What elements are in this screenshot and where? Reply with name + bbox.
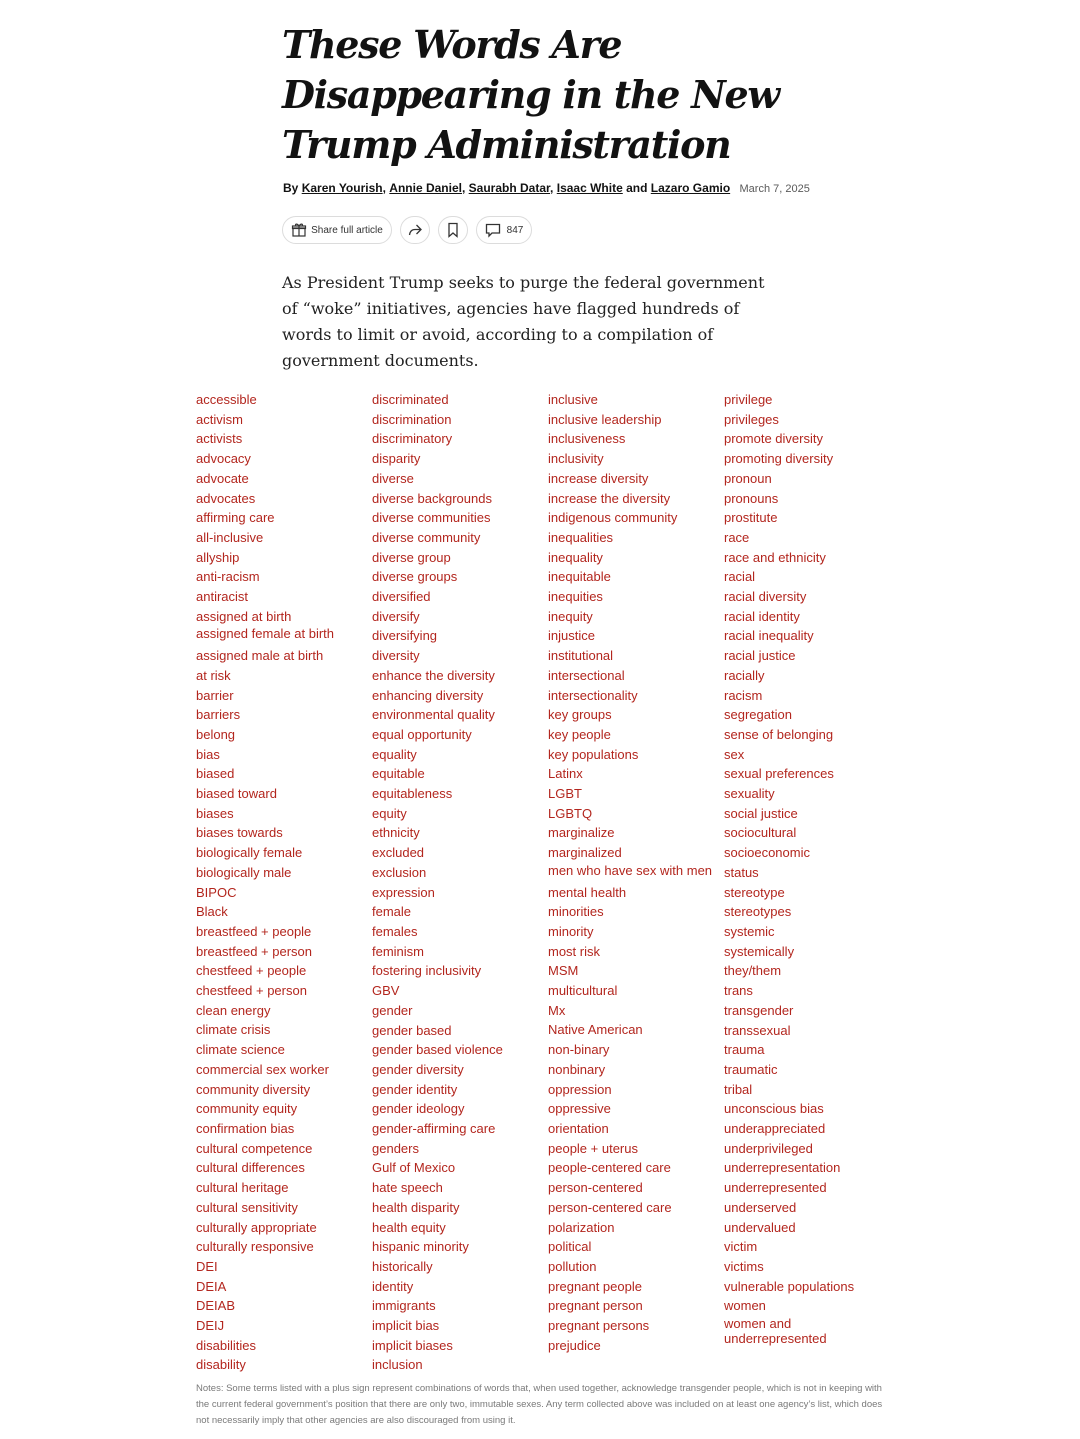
word-item: sense of belonging bbox=[724, 726, 834, 742]
word-item: genders bbox=[372, 1140, 419, 1156]
byline-separator: , bbox=[382, 181, 386, 195]
word-item: diverse groups bbox=[372, 569, 458, 585]
word-item: BIPOC bbox=[196, 884, 237, 900]
word-item: female bbox=[372, 904, 412, 920]
word-column-2 bbox=[372, 390, 542, 1375]
word-item: breastfeed + people bbox=[196, 923, 312, 939]
byline bbox=[283, 181, 810, 195]
word-item: inclusive leadership bbox=[548, 411, 662, 427]
word-item: allyship bbox=[196, 549, 240, 565]
word-item: segregation bbox=[724, 707, 792, 723]
word-item: MSM bbox=[548, 963, 579, 979]
word-item: ethnicity bbox=[372, 825, 420, 841]
word-item: diverse community bbox=[372, 529, 481, 545]
word-item: diversify bbox=[372, 608, 420, 624]
word-item: non-binary bbox=[548, 1042, 610, 1058]
headline-line-2: Disappearing in the New bbox=[282, 72, 779, 117]
word-item: status bbox=[724, 864, 759, 880]
word-item: pronoun bbox=[724, 470, 772, 486]
word-item: sociocultural bbox=[724, 825, 797, 841]
share-arrow-icon bbox=[407, 222, 423, 238]
word-item: equity bbox=[372, 805, 407, 821]
word-item: assigned female at birth bbox=[196, 626, 335, 642]
word-item: advocates bbox=[196, 490, 256, 506]
word-item: cultural sensitivity bbox=[196, 1199, 298, 1215]
word-item: biologically female bbox=[196, 845, 303, 861]
word-item: socioeconomic bbox=[724, 845, 810, 861]
word-item: equal opportunity bbox=[372, 726, 472, 742]
word-item: implicit biases bbox=[372, 1337, 453, 1353]
word-item: person-centered care bbox=[548, 1199, 672, 1215]
word-item: they/them bbox=[724, 963, 782, 979]
word-item: trauma bbox=[724, 1042, 765, 1058]
word-item: inequities bbox=[548, 589, 603, 605]
word-item: minorities bbox=[548, 904, 604, 920]
word-item: accessible bbox=[196, 392, 257, 407]
word-item: trans bbox=[724, 983, 753, 999]
word-column-4 bbox=[724, 390, 894, 1351]
word-item: key populations bbox=[548, 746, 639, 762]
word-item: diverse communities bbox=[372, 510, 491, 526]
word-item: barriers bbox=[196, 707, 241, 723]
word-item: racism bbox=[724, 687, 763, 703]
byline-separator: , bbox=[550, 181, 554, 195]
word-item: victim bbox=[724, 1239, 758, 1255]
word-item: gender ideology bbox=[372, 1101, 465, 1117]
word-item: disabilities bbox=[196, 1337, 256, 1353]
word-item: inclusion bbox=[372, 1357, 423, 1373]
word-item: tribal bbox=[724, 1081, 753, 1097]
word-item: pregnant person bbox=[548, 1298, 643, 1314]
word-item: people-centered care bbox=[548, 1160, 671, 1176]
word-item: enhance the diversity bbox=[372, 667, 495, 683]
word-item: community diversity bbox=[196, 1081, 311, 1097]
word-item: equitable bbox=[372, 766, 425, 782]
word-item: intersectional bbox=[548, 667, 625, 683]
word-item: Mx bbox=[548, 1002, 566, 1018]
word-item: gender identity bbox=[372, 1081, 458, 1097]
word-item: Black bbox=[196, 904, 228, 920]
word-item: undervalued bbox=[724, 1219, 796, 1235]
word-item: affirming care bbox=[196, 510, 275, 526]
word-item: gender based violence bbox=[372, 1042, 503, 1058]
headline-line-1: These Words Are bbox=[282, 22, 622, 67]
word-item: advocate bbox=[196, 470, 249, 486]
word-column-3 bbox=[548, 390, 718, 1355]
word-item: intersectionality bbox=[548, 687, 638, 703]
word-item: belong bbox=[196, 726, 236, 742]
word-item: diverse group bbox=[372, 549, 451, 565]
word-item: sexuality bbox=[724, 786, 775, 802]
headline bbox=[282, 20, 802, 170]
word-item: excluded bbox=[372, 845, 425, 861]
word-item: biases bbox=[196, 805, 234, 821]
word-item: fostering inclusivity bbox=[372, 963, 482, 979]
byline-separator: , bbox=[461, 181, 466, 195]
word-item: polarization bbox=[548, 1219, 615, 1235]
word-item: assigned male at birth bbox=[196, 648, 324, 664]
word-item: systemically bbox=[724, 943, 795, 959]
word-item: minority bbox=[548, 923, 594, 939]
word-item: traumatic bbox=[724, 1061, 778, 1077]
word-item: pronouns bbox=[724, 490, 779, 506]
word-item: racial bbox=[724, 569, 756, 585]
share-full-article-label: Share full article bbox=[311, 224, 383, 236]
author-link[interactable]: Isaac White bbox=[556, 181, 623, 195]
word-item: chestfeed + person bbox=[196, 983, 307, 999]
word-item: racial identity bbox=[724, 608, 800, 624]
word-item: marginalized bbox=[548, 845, 622, 861]
word-item: oppression bbox=[548, 1081, 612, 1097]
word-item: health disparity bbox=[372, 1199, 460, 1215]
word-item: equality bbox=[372, 746, 417, 762]
comment-icon bbox=[485, 222, 501, 238]
word-item: chestfeed + people bbox=[196, 963, 307, 979]
word-item: diverse bbox=[372, 470, 414, 486]
word-item: gender bbox=[372, 1002, 413, 1018]
word-item: marginalize bbox=[548, 825, 615, 841]
author-link[interactable]: Annie Daniel bbox=[389, 181, 462, 195]
word-item: indigenous community bbox=[548, 510, 678, 526]
publish-date: March 7, 2025 bbox=[739, 183, 810, 195]
word-item: hispanic minority bbox=[372, 1239, 469, 1255]
word-item: climate science bbox=[196, 1042, 285, 1058]
word-item: underprivileged bbox=[724, 1140, 813, 1156]
word-item: key groups bbox=[548, 707, 612, 723]
word-item: stereotypes bbox=[724, 904, 792, 920]
word-item: culturally responsive bbox=[196, 1239, 314, 1255]
word-item: gender-affirming care bbox=[372, 1121, 496, 1137]
word-item: privilege bbox=[724, 392, 773, 407]
word-item: prejudice bbox=[548, 1337, 601, 1353]
word-item: DEIAB bbox=[196, 1298, 236, 1314]
word-item: disability bbox=[196, 1357, 246, 1373]
comments-button[interactable] bbox=[476, 216, 532, 244]
word-item: political bbox=[548, 1239, 592, 1255]
save-button[interactable] bbox=[438, 216, 468, 244]
word-item: privileges bbox=[724, 411, 779, 427]
word-item: diversifying bbox=[372, 628, 438, 644]
word-item: victims bbox=[724, 1258, 764, 1274]
word-item: promoting diversity bbox=[724, 451, 834, 467]
word-item: discriminatory bbox=[372, 431, 453, 447]
word-item: inclusivity bbox=[548, 451, 604, 467]
word-item: activism bbox=[196, 411, 243, 427]
word-item: expression bbox=[372, 884, 435, 900]
word-item: enhancing diversity bbox=[372, 687, 484, 703]
word-item: key people bbox=[548, 726, 611, 742]
word-item: health equity bbox=[372, 1219, 446, 1235]
word-item: disparity bbox=[372, 451, 421, 467]
word-item: discriminated bbox=[372, 392, 449, 407]
word-item: climate crisis bbox=[196, 1022, 271, 1038]
word-item: pregnant persons bbox=[548, 1318, 650, 1334]
word-item: Gulf of Mexico bbox=[372, 1160, 456, 1176]
word-item: DEIJ bbox=[196, 1318, 225, 1334]
word-item: mental health bbox=[548, 884, 627, 900]
word-item: community equity bbox=[196, 1101, 298, 1117]
author-link[interactable]: Saurabh Datar bbox=[468, 181, 551, 195]
word-item: underappreciated bbox=[724, 1121, 826, 1137]
word-item: social justice bbox=[724, 805, 798, 821]
word-item: diverse backgrounds bbox=[372, 490, 492, 506]
word-item: clean energy bbox=[196, 1002, 271, 1018]
word-item: breastfeed + person bbox=[196, 943, 312, 959]
word-item: assigned at birth bbox=[196, 608, 292, 624]
word-item: biased bbox=[196, 766, 235, 782]
word-item: confirmation bias bbox=[196, 1121, 295, 1136]
word-item: gender based bbox=[372, 1022, 452, 1038]
word-item: underrepresented bbox=[724, 1180, 827, 1196]
word-item: gender diversity bbox=[372, 1061, 464, 1077]
word-item: feminism bbox=[372, 943, 425, 959]
word-item: increase the diversity bbox=[548, 490, 671, 506]
author-link[interactable]: Karen Yourish bbox=[301, 181, 383, 195]
word-item: person-centered bbox=[548, 1180, 643, 1196]
article-actions bbox=[282, 216, 532, 244]
word-item: multicultural bbox=[548, 983, 618, 999]
word-item: increase diversity bbox=[548, 470, 649, 486]
word-item: all-inclusive bbox=[196, 529, 264, 545]
word-item: barrier bbox=[196, 687, 234, 703]
word-item: unconscious bias bbox=[724, 1101, 824, 1117]
share-button[interactable] bbox=[400, 216, 430, 244]
word-item: Native American bbox=[548, 1022, 643, 1038]
word-item: equitableness bbox=[372, 786, 453, 802]
word-item: antiracist bbox=[196, 589, 249, 605]
word-item: DEIA bbox=[196, 1278, 227, 1294]
byline-prefix: By bbox=[283, 181, 299, 195]
word-item: systemic bbox=[724, 923, 775, 939]
word-item: inequitable bbox=[548, 569, 611, 585]
word-item: inclusive bbox=[548, 392, 598, 407]
notes: Notes: Some terms listed with a plus sign represent combinations of words that, when used together, acknowledge transgender people, which is not in keeping with the current federal government’s position that there are only two, immutable sexes. Any term collected above was included on at least one agency’s list, which does not necessarily imply that other agencies are also discouraged from using it. bbox=[196, 1383, 883, 1426]
word-item: identity bbox=[372, 1278, 414, 1294]
word-item: hate speech bbox=[372, 1180, 443, 1196]
word-item: underserved bbox=[724, 1199, 797, 1215]
word-item: inequality bbox=[548, 549, 603, 565]
word-item: racial inequality bbox=[724, 628, 814, 644]
word-item: sex bbox=[724, 746, 745, 762]
word-item: environmental quality bbox=[372, 707, 495, 723]
word-item: injustice bbox=[548, 628, 595, 644]
word-item: race bbox=[724, 529, 750, 545]
word-item: women bbox=[724, 1298, 766, 1314]
word-item: people + uterus bbox=[548, 1140, 638, 1156]
word-item: biased toward bbox=[196, 786, 277, 802]
word-item: women and underrepresented bbox=[724, 1316, 827, 1347]
word-item: oppressive bbox=[548, 1101, 611, 1117]
word-item: exclusion bbox=[372, 864, 427, 880]
word-item: anti-racism bbox=[196, 569, 260, 585]
word-item: biases towards bbox=[196, 825, 283, 841]
word-column-1 bbox=[196, 390, 366, 1375]
word-item: underrepresentation bbox=[724, 1160, 841, 1176]
word-item: inequity bbox=[548, 608, 593, 624]
word-item: activists bbox=[196, 431, 243, 447]
word-item: at risk bbox=[196, 667, 231, 683]
word-item: transgender bbox=[724, 1002, 794, 1018]
word-item: vulnerable populations bbox=[724, 1278, 855, 1294]
word-item: pregnant people bbox=[548, 1278, 642, 1294]
word-item: immigrants bbox=[372, 1298, 436, 1314]
share-full-article-button[interactable] bbox=[282, 216, 392, 244]
word-item: historically bbox=[372, 1258, 433, 1274]
word-item: racial justice bbox=[724, 648, 796, 664]
word-item: most risk bbox=[548, 943, 600, 959]
word-item: racial diversity bbox=[724, 589, 807, 605]
headline-line-3: Trump Administration bbox=[282, 122, 731, 167]
word-item: prostitute bbox=[724, 510, 778, 526]
word-item: inclusiveness bbox=[548, 431, 626, 447]
word-item: diversity bbox=[372, 648, 420, 664]
word-item: nonbinary bbox=[548, 1061, 606, 1077]
byline-and: and bbox=[626, 181, 648, 195]
word-item: stereotype bbox=[724, 884, 785, 900]
author-link[interactable]: Lazaro Gamio bbox=[650, 181, 731, 195]
word-item: inequalities bbox=[548, 529, 614, 545]
word-item: DEI bbox=[196, 1258, 218, 1274]
bookmark-icon bbox=[446, 222, 460, 238]
word-item: culturally appropriate bbox=[196, 1219, 317, 1235]
word-item: bias bbox=[196, 746, 220, 762]
word-item: LGBT bbox=[548, 786, 582, 802]
word-item: transsexual bbox=[724, 1022, 791, 1038]
word-item: Latinx bbox=[548, 766, 583, 782]
word-item: institutional bbox=[548, 648, 614, 664]
word-item: advocacy bbox=[196, 451, 251, 467]
word-item: orientation bbox=[548, 1121, 609, 1136]
gift-icon bbox=[291, 222, 307, 238]
word-item: commercial sex worker bbox=[196, 1061, 329, 1077]
word-item: biologically male bbox=[196, 864, 292, 880]
word-item: LGBTQ bbox=[548, 805, 593, 821]
word-item: GBV bbox=[372, 983, 400, 999]
word-item: racially bbox=[724, 667, 765, 683]
word-item: cultural differences bbox=[196, 1160, 305, 1176]
word-item: race and ethnicity bbox=[724, 549, 826, 565]
word-item: promote diversity bbox=[724, 431, 823, 447]
word-item: cultural heritage bbox=[196, 1180, 289, 1196]
word-item: cultural competence bbox=[196, 1140, 313, 1156]
word-item: pollution bbox=[548, 1258, 597, 1274]
word-item: diversified bbox=[372, 589, 431, 605]
article-summary: As President Trump seeks to purge the federal government of “woke” initiatives, agencies have flagged hundreds of words to limit or avoid, according to a compilation of government documents. bbox=[282, 273, 765, 370]
word-item: females bbox=[372, 923, 418, 939]
word-item: sexual preferences bbox=[724, 766, 834, 782]
word-item: discrimination bbox=[372, 411, 452, 427]
word-item: implicit bias bbox=[372, 1318, 440, 1334]
comment-count: 847 bbox=[506, 224, 524, 236]
word-item: men who have sex with men bbox=[548, 862, 713, 878]
